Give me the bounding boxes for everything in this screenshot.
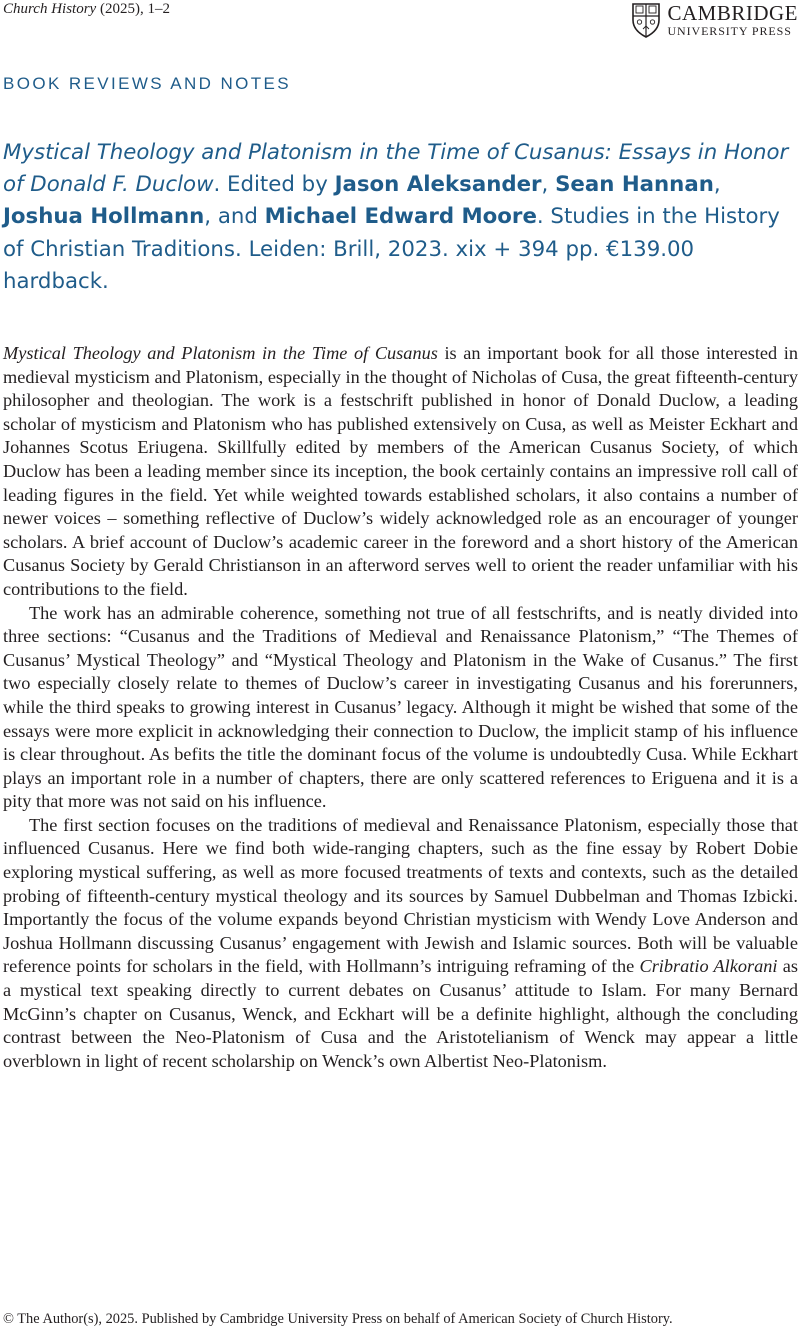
paragraph-1: Mystical Theology and Platonism in the Time of Cusanus is an important book for all those interested in medieval mysticism and Platonism, especially in the thought of Nicholas of Cusa, the great fifteenth-century philosopher and theologian. The work is a festschrift published in honor of Donald Duclow, a leading scholar of mysticism and Platonism who has published extensively on Cusa, as well as Meister Eckhart and Johannes Scotus Eriugena. Skillfully edited by members of the American Cusanus Society, of which Duclow has been a leading member since its inception, the book certainly contains an impressive roll call of leading figures in the field. Yet while weighted towards established scholars, it also contains a number of newer voices – something reflective of Duclow’s widely acknowledged role as an encourager of younger scholars. A brief account of Duclow’s academic career in the foreword and a short history of the American Cusanus Society by Gerald Christianson in an afterword serves well to orient the reader unfamiliar with his contributions to the field. [3, 343, 798, 599]
shield-icon [631, 2, 661, 38]
book-citation: Mystical Theology and Platonism in the Time of Cusanus: Essays in Honor of Donald F. Duclow. Edited by Jason Aleksander, Sean Hannan, Joshua Hollmann, and Michael Edward Moore. Studies in the History of Christian Traditions. Leiden: Brill, 2023. xix + 394 pp. €139.00 hardback. [3, 140, 789, 294]
publisher-logo [631, 2, 798, 38]
paragraph-2: The work has an admirable coherence, something not true of all festschrifts, and is neatly divided into three sections: “Cusanus and the Traditions of Medieval and Renaissance Platonism,” “The Themes of Cusanus’ Mystical Theology” and “Mystical Theology and Platonism in the Wake of Cusanus.” The first two especially closely relate to themes of Duclow’s career in investigating Cusanus and his forerunners, while the third speaks to growing interest in Cusanus’ legacy. Although it might be wished that some of the essays were more explicit in acknowledging their connection to Duclow, the implicit stamp of his influence is clear throughout. As befits the title the dominant focus of the volume is undoubtedly Cusa. While Eckhart plays an important role in a number of chapters, there are only scattered references to Eriguena and it is a pity that more was not said on his influence. [3, 602, 798, 812]
review-body [3, 342, 798, 1073]
journal-year-pages: (2025), 1–2 [99, 1, 170, 17]
publication-details: . Studies in the History of Christian Traditions. Leiden: Brill, 2023. xix + 394 pp. €139.00 hardback. [3, 204, 780, 294]
book-title: Mystical Theology and Platonism in the Time of Cusanus: Essays in Honor of Donald F. Duclow [3, 140, 789, 198]
journal-name: Church History [3, 1, 97, 17]
editor-name: Michael Edward Moore [264, 204, 537, 230]
section-label: BOOK REVIEWS AND NOTES [3, 74, 292, 93]
publisher-name: CAMBRIDGE [667, 0, 798, 25]
editor-name: Sean Hannan [555, 172, 714, 198]
paragraph-3: The first section focuses on the traditions of medieval and Renaissance Platonism, especially those that influenced Cusanus. Here we find both wide-ranging chapters, such as the fine essay by Robert Dobie exploring mystical suffering, as well as more focused treatments of texts and contexts, such as the detailed probing of fifteenth-century mystical theology and its sources by Samuel Dubbelman and Thomas Izbicki. Importantly the focus of the volume expands beyond Christian mysticism with Wendy Love Anderson and Joshua Hollmann discussing Cusanus’ engagement with Jewish and Islamic sources. Both will be valuable reference points for scholars in the field, with Hollmann’s intriguing reframing of the Cribratio Alkorani as a mystical text speaking directly to current debates on Cusanus’ attitude to Islam. For many Bernard McGinn’s chapter on Cusanus, Wenck, and Eckhart will be a definite highlight, although the concluding contrast between the Neo-Platonism of Cusa and the Aristotelianism of Wenck may appear a little overblown in light of recent scholarship on Wenck’s own Albertist Neo-Platonism. [3, 814, 798, 1071]
journal-citation-line [3, 0, 170, 18]
publisher-subtitle: UNIVERSITY PRESS [667, 23, 792, 38]
editor-name: Jason Aleksander [334, 172, 542, 198]
copyright-footer: © The Author(s), 2025. Published by Cambridge University Press on behalf of American Society of Church History. [3, 1311, 673, 1327]
editor-name: Joshua Hollmann [3, 204, 205, 230]
